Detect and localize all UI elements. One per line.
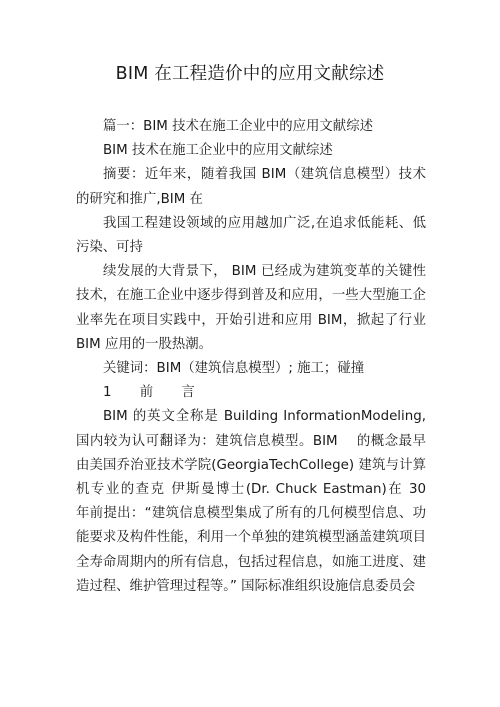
document-title: BIM 在工程造价中的应用文献综述	[115, 64, 385, 84]
paragraph-abstract: 摘要：近年来，随着我国 BIM（建筑信息模型）技术的研究和推广,BIM 在	[76, 167, 426, 207]
paragraph-bim-definition: BIM 的英文全称是 Building InformationModeling, 国内较为认可翻译为：建筑信息模型。BIM 的概念最早由美国乔治亚技术学院(GeorgiaTechCollege) 建筑与计算机专业的查克 伊斯曼博士(Dr. Chuck Eastman)在 30 年前提出：“建筑信息模型集成了所有的几何模型信息、功能要求及构件性能，利用一个单独的建筑模型涵盖建筑项目全寿命周期内的所有信息，包括过程信息，如施工进度、建造过程、维护管理过程等。” 国际标准组织设施信息委员会	[76, 409, 440, 594]
paragraph-background: 续发展的大背景下， BIM 已经成为建筑变革的关键性技术，在施工企业中逐步得到普及和应用，一些大型施工企业率先在项目实践中，开始引进和应用 BIM，掀起了行业 BIM 应用的一股热潮。	[76, 264, 426, 352]
section-heading-text: 1 前 言	[103, 385, 207, 401]
paragraph-article-heading: 篇一：BIM 技术在施工企业中的应用文献综述	[103, 119, 373, 134]
section-heading-preface	[76, 381, 426, 405]
paragraph-abstract-continued: 我国工程建设领域的应用越加广泛,在追求低能耗、低污染、可持	[76, 215, 426, 256]
document-body	[76, 115, 440, 599]
paragraph-article-title: BIM 技术在施工企业中的应用文献综述	[103, 143, 333, 159]
paragraph-keywords: 关键词：BIM（建筑信息模型）; 施工；碰撞	[103, 361, 365, 377]
